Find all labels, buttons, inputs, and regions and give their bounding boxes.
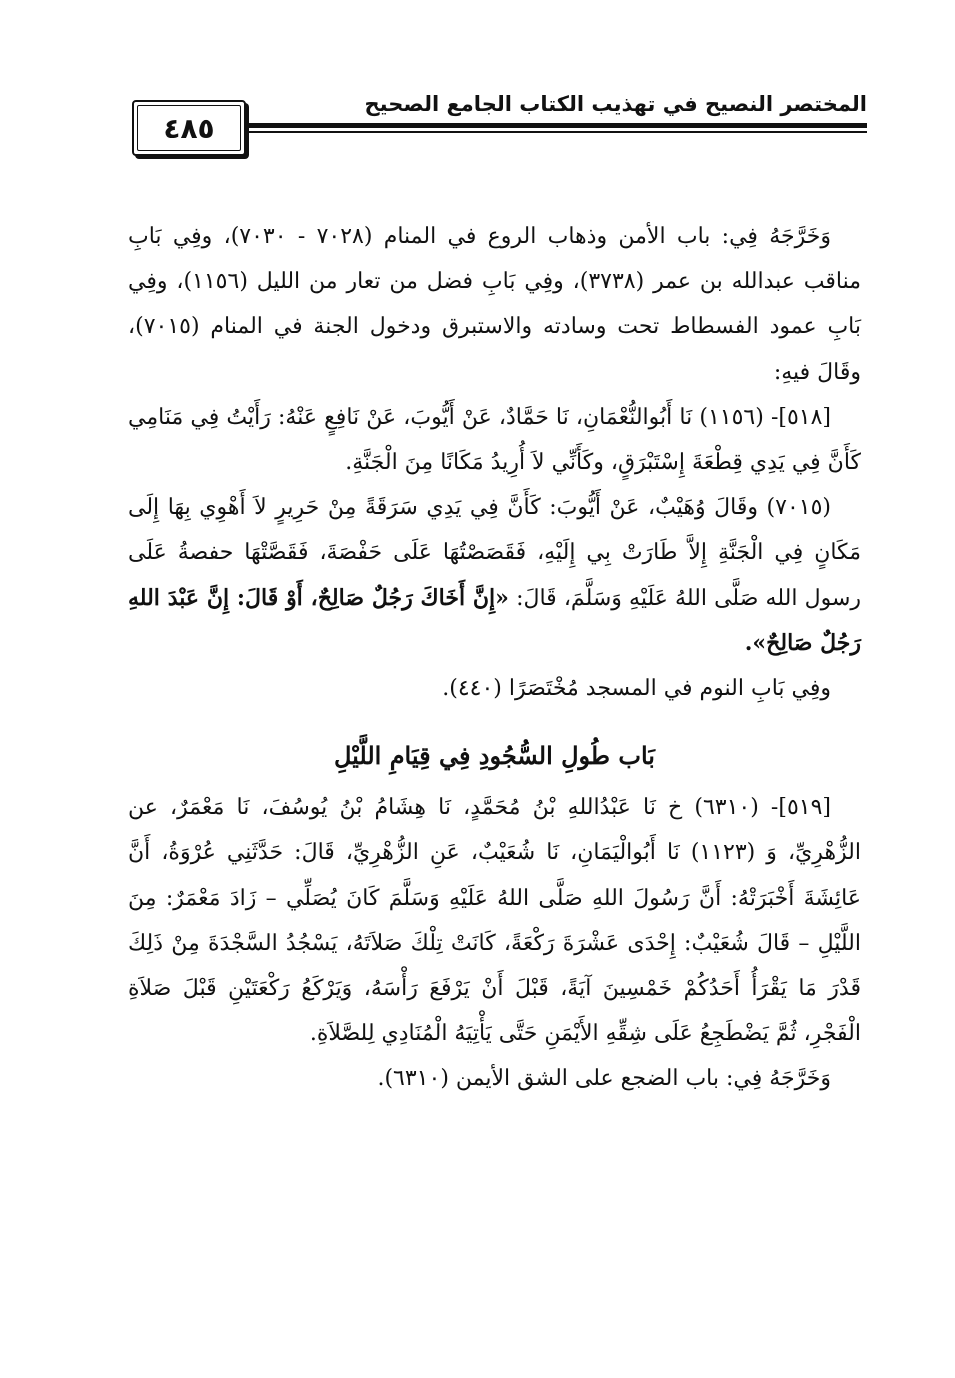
paragraph-takhrij-2: وفِي بَابِ النوم في المسجد مُخْتَصَرًا (٤٤٠). — [442, 676, 831, 702]
header-rule-thin — [232, 131, 867, 133]
hadith-7015-text: (٧٠١٥) وقَالَ وُهَيْبٌ، عَنْ أَيُّوبَ: كَأَنَّ فِي يَدِي سَرَقَةً مِنْ حَرِيرٍ لاَ أَهْوِي بِهَا إِلَى مَكَانٍ فِي الْجَنَّةِ إِلاَّ طَارَتْ بِي إِلَيْهِ، فَقَصَصْتُهَا عَلَى حَفْصَةَ، فَقَصَّتْهَا حفصةُ عَلَى رسول الله صَلَّى اللهُ عَلَيْهِ وَسَلَّمَ، قَالَ: — [128, 495, 861, 611]
page-header — [0, 0, 955, 200]
paragraph-takhrij-3: وَخَرَّجَهُ فِي: باب الضجع على الشق الأيمن (٦٣١٠). — [377, 1066, 831, 1092]
chapter-heading: بَاب طُولِ السُّجُودِ فِي قِيَامِ اللَّيْلِ — [334, 741, 655, 771]
header-rule — [232, 123, 867, 128]
paragraph-takhrij-1: وَخَرَّجَهُ فِي: باب الأمن وذهاب الروع في المنام (٧٠٢٨ - ٧٠٣٠)، وفِي بَابِ مناقب عبدالله بن عمر (٣٧٣٨)، وفِي بَابِ فضل من تعار من الليل (١١٥٦)، وفِي بَابِ عمود الفسطاط تحت وسادته والاستبرق ودخول الجنة في المنام (٧٠١٥)، وقَالَ فيهِ: — [128, 224, 862, 385]
page-number-box — [132, 100, 246, 156]
page-number: ٤٨٥ — [163, 111, 215, 145]
hadith-7015 — [128, 485, 861, 666]
running-title: المختصر النصيح في تهذيب الكتاب الجامع الصحيح — [364, 92, 867, 116]
hadith-518: [٥١٨]- (١١٥٦) نَا أَبُوالنُّعْمَانِ، نَا حَمَّادٌ، عَنْ أَيُّوبَ، عَنْ نَافِعٍ عَنْهُ: رَأَيْتُ فِي مَنَامِي كَأَنَّ فِي يَدِي قِطْعَةَ إِسْتَبْرَقٍ، وكَأَنِّي لاَ أُرِيدُ مَكَانًا مِنَ الْجَنَّةِ. — [128, 404, 861, 476]
prophet-quote: «إِنَّ أَخَاكَ رَجُلٌ صَالِحٌ، أَوْ قَالَ: إِنَّ عَبْدَ اللهِ رَجُلٌ صَالِحٌ». — [128, 584, 861, 656]
hadith-519: [٥١٩]- (٦٣١٠) خ نَا عَبْدُاللهِ بْنُ مُحَمَّدٍ، نَا هِشَامُ بْنُ يُوسُفَ، نَا مَعْمَرٌ، عن الزُّهْرِيِّ، وَ (١١٢٣) نَا أَبُوالْيَمَانِ، نَا شُعَيْبٌ، عَنِ الزُّهْرِيِّ، قَالَ: حَدَّثَنِي عُرْوَةُ، أَنَّ عَائِشَةَ أَخْبَرَتْهُ: أَنَّ رَسُولَ اللهِ صَلَّى اللهُ عَلَيْهِ وَسَلَّمَ كَانَ يُصَلِّي – زَادَ مَعْمَرٌ: مِنَ اللَّيْلِ – قَالَ شُعَيْبٌ: إِحْدَى عَشْرَةَ رَكْعَةً، كَانَتْ تِلْكَ صَلاَتَهُ، يَسْجُدُ السَّجْدَةَ مِنْ ذَلِكَ قَدْرَ مَا يَقْرَأُ أَحَدُكُمْ خَمْسِينَ آيَةً، قَبْلَ أَنْ يَرْفَعَ رَأْسَهُ، وَيَرْكَعُ رَكْعَتَيْنِ قَبْلَ صَلاَةِ الْفَجْرِ، ثُمَّ يَضْطَجِعُ عَلَى شِقِّهِ الأَيْمَنِ حَتَّى يَأْتِيَهُ الْمُنَادِي لِلصَّلاَةِ. — [128, 795, 861, 1047]
page-body — [128, 214, 861, 1102]
